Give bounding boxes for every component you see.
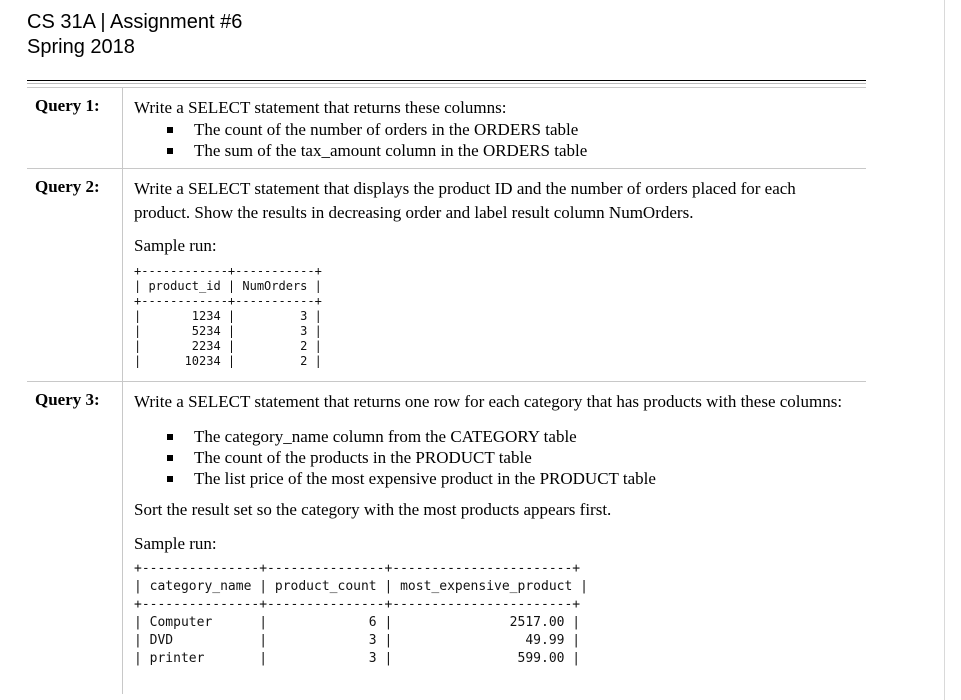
- bullet-list: [134, 426, 856, 489]
- sample-run-label: Sample run:: [134, 534, 217, 553]
- header-divider: [27, 80, 866, 81]
- bullet-item: The list price of the most expensive product in the PRODUCT table: [134, 468, 856, 489]
- bullet-list: [134, 119, 856, 161]
- bullet-item: The sum of the tax_amount column in the ORDERS table: [134, 140, 856, 161]
- document-header: [27, 10, 242, 60]
- query-intro: Write a SELECT statement that returns one row for each category that has products with these columns:: [134, 392, 843, 411]
- column-separator: [122, 169, 123, 381]
- sample-run-label: Sample run:: [134, 236, 217, 255]
- column-separator: [122, 382, 123, 694]
- page-edge-line: [944, 0, 945, 700]
- bullet-item: The category_name column from the CATEGORY table: [134, 426, 856, 447]
- sample-output: +---------------+---------------+-----------------------+ | category_name | product_count | most_expensive_product | +---------------+---------------+-----------------------+ | Computer | 6 | 2517.00 | | DVD | 3 | 49.99 | | printer | 3 | 599.00 |: [134, 561, 588, 666]
- query-row-1: [27, 88, 866, 169]
- bullet-item: The count of the products in the PRODUCT table: [134, 447, 856, 468]
- query-intro: Write a SELECT statement that returns these columns:: [134, 98, 507, 117]
- course-title: CS 31A | Assignment #6: [27, 11, 243, 33]
- query-label: Query 3:: [35, 390, 100, 409]
- column-separator: [122, 88, 123, 168]
- header-divider-secondary: [27, 83, 866, 84]
- bullet-item: The count of the number of orders in the ORDERS table: [134, 119, 856, 140]
- query-label: Query 1:: [35, 96, 100, 115]
- query-row-2: [27, 169, 866, 382]
- query-label: Query 2:: [35, 177, 100, 196]
- query-row-3: [27, 382, 866, 694]
- query-table: [27, 87, 866, 694]
- sample-output: +------------+-----------+ | product_id | NumOrders | +------------+-----------+ | 1234 | 3 | | 5234 | 3 | | 2234 | 2 | | 10234 | 2 |: [134, 264, 322, 368]
- query-body: [134, 88, 866, 161]
- term-label: Spring 2018: [27, 36, 135, 58]
- sort-instruction: Sort the result set so the category with the most products appears first.: [134, 500, 612, 519]
- query-body: [134, 169, 866, 369]
- query-body: [134, 382, 866, 668]
- query-intro: Write a SELECT statement that displays the product ID and the number of orders placed for each product. Show the results in decreasing order and label result column NumOrders.: [134, 179, 796, 222]
